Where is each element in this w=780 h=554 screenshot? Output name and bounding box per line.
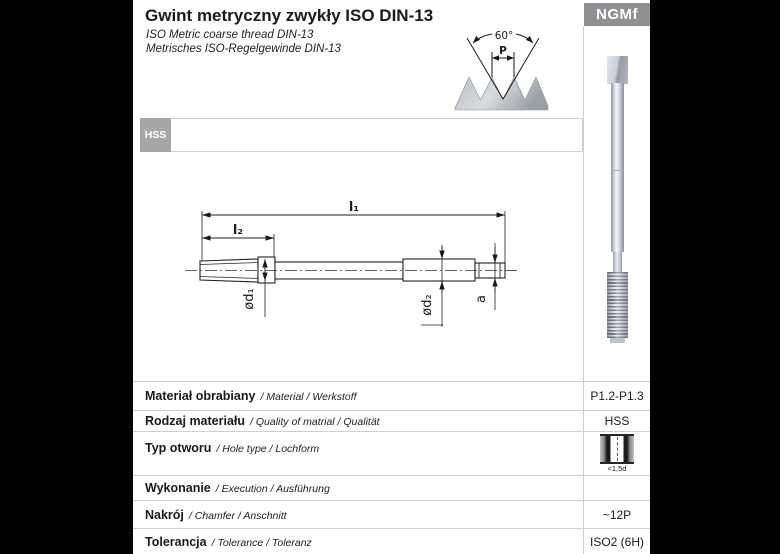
thread-profile-diagram [440,26,555,118]
row-value: HSS [583,411,650,431]
thread-teeth-shape [455,77,548,110]
tap-neck [613,252,622,272]
hole-centerline [617,437,618,461]
tap-joint-line [611,170,624,171]
row-label: Typ otworu / Hole type / Lochform [145,441,320,455]
table-row [133,410,650,431]
row-label: Nakrój / Chamfer / Anschnitt [145,507,287,522]
thread-pitch-label: P [499,45,507,57]
row-value [583,476,650,500]
page-title: Gwint metryczny zwykły ISO DIN-13 [145,6,434,25]
dimension-l2-label: l₂ [232,223,244,238]
dimension-l1-label: l₁ [348,200,360,215]
material-band [140,118,583,152]
product-code-badge: NGMf [584,3,650,26]
row-label: Materiał obrabiany / Material / Werkstoff [145,389,357,403]
table-row [133,381,650,410]
through-hole-icon [600,434,634,464]
tap-threaded-part [607,272,628,338]
row-label: Wykonanie / Execution / Ausführung [145,481,330,495]
row-label: Rodzaj materiału / Quality of matrial / Qualität [145,414,380,428]
subtitle-german: Metrisches ISO-Regelgewinde DIN-13 [146,43,341,55]
row-value [583,432,650,475]
product-photo [583,26,650,381]
catalog-page [133,0,650,554]
table-row [133,500,650,528]
hss-badge: HSS [140,118,171,152]
hole-depth-caption: <1,5d [607,464,627,473]
table-row [133,528,650,554]
dimension-a-label: a [474,295,489,303]
dimension-d1-label: ød₁ [242,288,257,310]
dimension-d2-label: ød₂ [420,294,435,316]
tap-dimension-drawing [173,195,533,335]
row-label: Tolerancja / Tolerance / Toleranz [145,534,312,549]
tap-shank [611,83,624,252]
row-value: ISO2 (6H) [583,529,650,554]
row-value: ~12P [583,501,650,528]
thread-angle-label: 60° [494,30,514,42]
subtitle-english: ISO Metric coarse thread DIN-13 [146,29,314,41]
table-row [133,431,650,475]
tap-tip [610,338,625,343]
tap-square-drive [607,56,628,84]
table-row [133,475,650,500]
row-value: P1.2-P1.3 [583,382,650,410]
